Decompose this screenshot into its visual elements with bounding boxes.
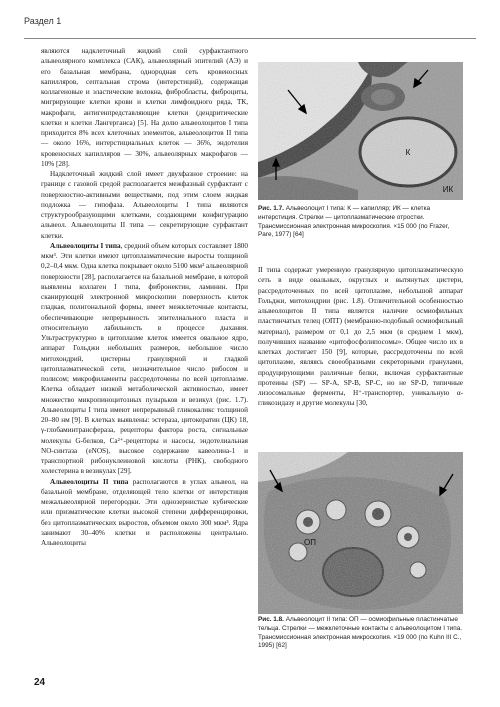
right-text-column xyxy=(258,265,463,409)
paragraph xyxy=(41,477,248,549)
term-alveolocyte-2: Альвеолоциты II типа xyxy=(50,477,129,486)
section-title: Раздел 1 xyxy=(24,16,62,26)
micrograph-1-7-image xyxy=(258,62,463,200)
paragraph: II типа содержат умеренную гранулярную цитоплазматическую сеть в виде овальных, округлых и вытянутых цистерн, рассредоточенных по всей цитоплазме, небольшой аппарат Гольджи, митохондрии (рис. 1.8). Отличительной особенностью альвеолоцитов II типа является наличие осмиофильных пластинчатых телец (ОПТ) (мембранно-подобный осмиофильный материал), размером от 0,1 до 2,5 мкм (в среднем 1 мкм), получивших название «цитофосфолипосомы». Общее число их в клетках достигает 150 [9], которые, рассредоточены по всей цитоплазме, являясь своеобразными секреторными гранулами, продуцирующими различные белки, включая сурфактантные протеины (SP) — SP-A, SP-B, SP-C, но не SP-D, типичные лизосомальные ферменты, Н⁺-транспортер, уникальную α-гликозидазу и другие молекулы [30, xyxy=(258,266,463,408)
figure-1-7-micrograph xyxy=(258,62,463,200)
label-lamellar-bodies: ОП xyxy=(304,538,316,547)
paragraph-text: , средний объем которых составляет 1800 мкм³. Эти клетки имеют цитоплазматические выросты толщиной 0,2–0,4 мкм. Одна клетка покрывает около 5100 мкм² альвеолярной поверхности [28], располагается на базальной мембране, в которой выявлены коллаген I типа, фибронектин, ламинин. При сканирующей электронной микроскопии поверхность клеток гладкая, полигональной формы, имеет межклеточные контакты, обеспечивающие непрерывность эпителиального пласта и относительную лабильность в процессе дыхания. Ультраструктурно в цитоплазме клеток имеется овальное ядро, аппарат Гольджи небольших размеров, небольшое число митохондрий, цистерны гранулярной и гладкой цитоплазматической сети, незначительное число рибосом и полисом; микрофиламенты рассредоточены по всей цитоплазме. Клетка обладает низкой метаболической активностью, имеет множество микропиноцитозных пузырьков и везикул (рис. 1.7). Альвеолоциты I типа имеют непрерывный гликокаликс толщиной 20–80 нм [9]. В клетках выявлены: эстераза, цитокератин (ЦК) 18, γ-глобаминтрансфераза, рецепторы фактора роста, сигнальные молекулы G-белков, Ca²⁺-рецепторы и насосы, эндотелиальная NO-синтаза (eNOS), высокое содержание кавеолина-1 и транспортной рибонуклеиновой кислоты (РНК), свободного холестерина в везикулах [29]. xyxy=(41,241,248,476)
paragraph: Надклеточный жидкий слой имеет двухфазное строение: на границе с газовой средой располагается межфазный сурфактант с поверхностно-активными веществами, под этим слоем жидкая подложка — гипофаза. Альвеолоциты I типа являются структурообразующими клетками, создающими конфигурацию альвеол. Альвеолоциты II типа — секретирующие сурфактант клетки. xyxy=(41,170,248,240)
paragraph-text: располагаются в углах альвеол, на базальной мембране, отделяющей тело клетки от интерстиция межальвеолярной перегородки. Эти однозернистые кубические или призматические клетки высокой степени дифференцировки, без цитоплазматических выростов, объемом около 300 мкм³. Ядра занимают 30–40% клетки и расположены центрально. Альвеолоциты xyxy=(41,477,248,547)
figure-1-8-micrograph xyxy=(258,452,463,614)
term-alveolocyte-1: Альвеолоциты I типа xyxy=(50,241,121,250)
label-interstitial-cell: ИК xyxy=(442,185,454,194)
caption-text: Альвеолоцит I типа: К — капилляр; ИК — клетка интерстиция. Стрелки — цитоплазматические отростки. Трансмиссионная электронная микроскопия. ×15 000 (по Frazer, Pare, 1977) [64] xyxy=(258,205,450,239)
micrograph-1-8-image xyxy=(258,452,463,614)
page-number: 24 xyxy=(34,677,46,688)
figure-1-7-caption xyxy=(258,205,463,240)
left-text-column xyxy=(41,46,248,548)
paragraph: являются надклеточный жидкий слой сурфактантного альвеолярного комплекса (САК), альвеолярный эпителий (АЭ) и его базальная мембрана, однородная сеть кровеносных капилляров, септальная строма (интерстиций), содержащая коллагеновые и эластические волокна, фибробласты, фиброциты, мигрирующие клетки крови и клетки лимфоидного ряда, ТК, макрофаги, антигенпредставляющие клетки (дендритические клетки и клетки Лангерганса) [5]. На долю альвеолоцитов I типа приходится 8% всех клеточных элементов, альвеолоцитов II типа — около 16%, интерстициальных клеток — 36%, эндотелия кровеносных капилляров — 30%, альвеолярных макрофагов — 10% [28]. xyxy=(41,47,248,168)
figure-label: Рис. 1.8. xyxy=(258,616,284,623)
label-capillary: К xyxy=(405,148,411,157)
figure-label: Рис. 1.7. xyxy=(258,205,284,212)
running-head xyxy=(24,16,476,39)
paragraph xyxy=(41,241,248,477)
figure-1-8-caption xyxy=(258,616,463,651)
caption-text: Альвеолоцит II типа: ОП — осмиофильные пластинчатые тельца. Стрелки — межклеточные контакты с альвеолоцитом I типа. Трансмиссионная электронная микроскопия. ×19 000 (по Kuhn III C., 1995) [62] xyxy=(258,616,463,650)
